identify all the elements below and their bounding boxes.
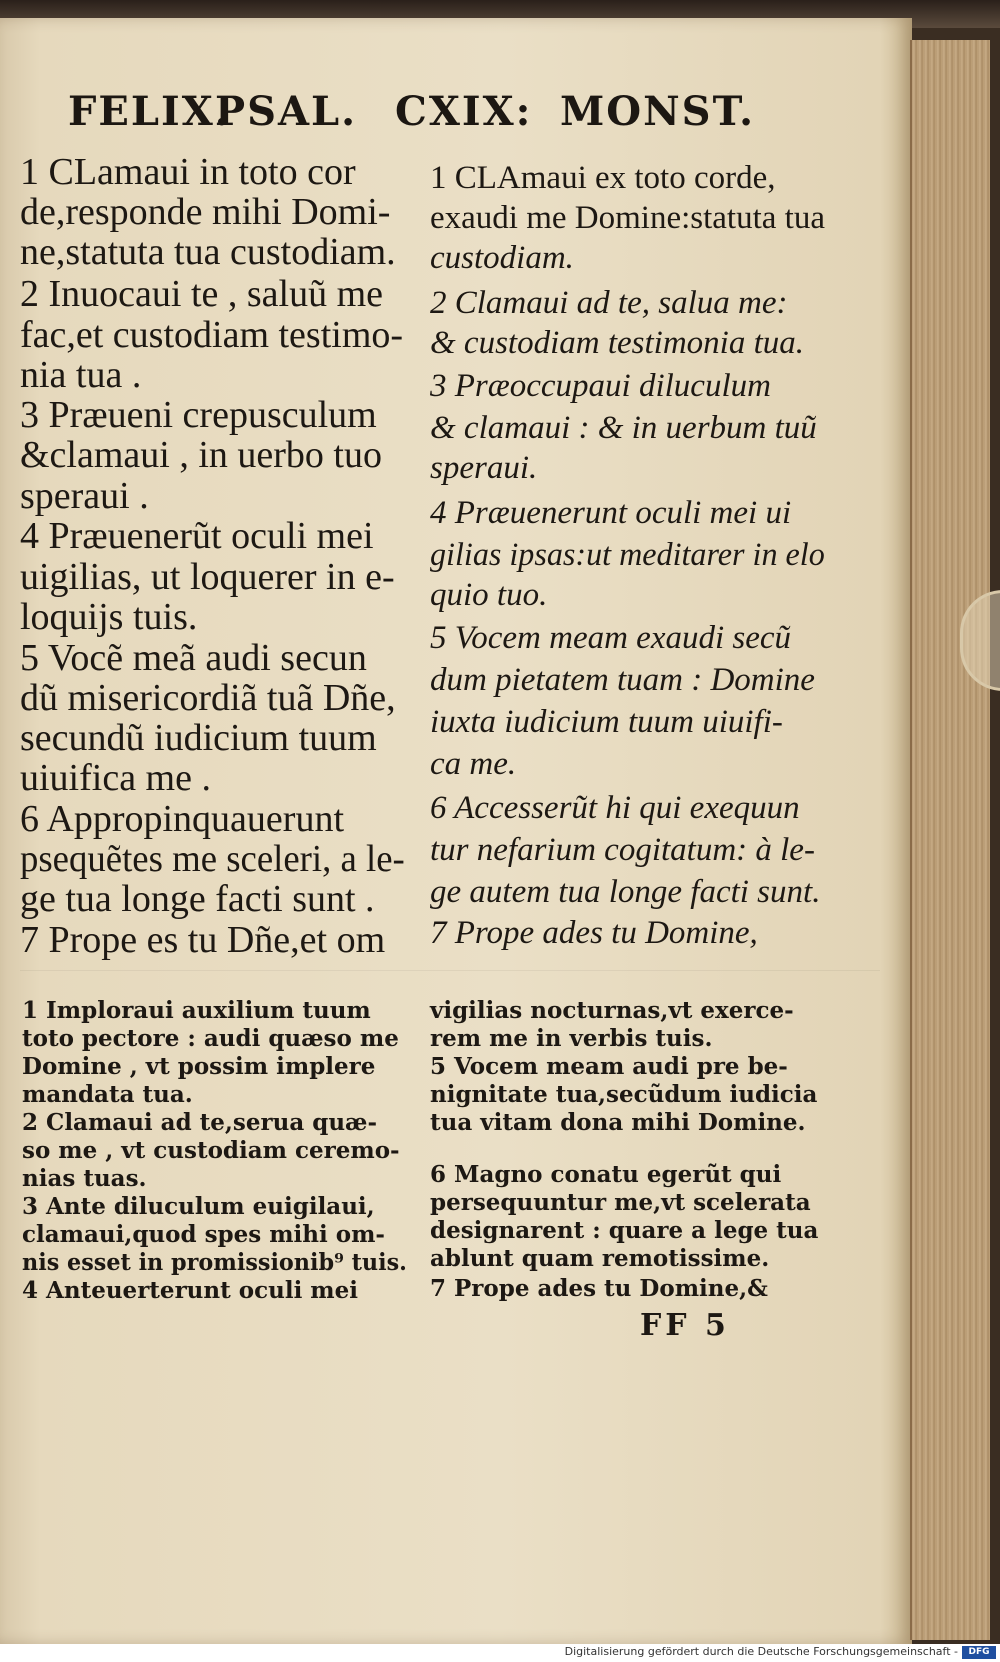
left-line: &clamaui , in uerbo tuo [20, 434, 382, 476]
header-felix: FELIX. [68, 88, 231, 135]
header-psal: PSAL. [215, 88, 358, 135]
footnote-line: 7 Prope ades tu Domine,& [430, 1275, 768, 1302]
left-line: fac,et custodiam testimo- [20, 314, 404, 356]
left-line: uigilias, ut loquerer in e- [20, 556, 395, 598]
right-line: 2 Clamaui ad te, salua me: [430, 285, 788, 321]
right-line: 5 Vocem meam exaudi secũ [430, 620, 792, 656]
right-line: 4 Præuenerunt oculi mei ui [430, 495, 792, 531]
footnote-line: nias tuas. [22, 1165, 147, 1192]
left-line: 1 CLamaui in toto cor [20, 151, 356, 193]
right-line: dum pietatem tuam : Domine [430, 662, 815, 698]
left-line: loquijs tuis. [20, 596, 198, 638]
left-line: psequẽtes me sceleri, a le- [20, 838, 405, 880]
footnote-line: 2 Clamaui ad te,serua quæ- [22, 1109, 378, 1136]
footnote-line: clamaui,quod spes mihi om- [22, 1221, 385, 1248]
running-header [0, 88, 912, 148]
right-line: speraui. [430, 450, 538, 486]
left-line: speraui . [20, 475, 149, 517]
right-line: custodiam. [430, 240, 574, 276]
page-edges [910, 40, 990, 1640]
right-line: 7 Prope ades tu Domine, [430, 915, 758, 951]
footnote-line: 4 Anteuerterunt oculi mei [22, 1277, 359, 1304]
right-line: iuxta iudicium tuum uiuifi- [430, 704, 783, 740]
footnote-line: toto pectore : audi quæso me [22, 1025, 399, 1052]
right-line: tur nefarium cogitatum: à le- [430, 832, 815, 868]
footnote-line: 5 Vocem meam audi pre be- [430, 1053, 788, 1080]
left-line: secundũ iudicium tuum [20, 717, 377, 759]
footnote-line: 1 Imploraui auxilium tuum [22, 997, 371, 1024]
footnote-line: Domine , vt possim implere [22, 1053, 376, 1080]
footnote-line: rem me in verbis tuis. [430, 1025, 713, 1052]
left-line: dũ misericordiã tuã Dñe, [20, 677, 396, 719]
left-line: ge tua longe facti sunt . [20, 878, 375, 920]
credit-text: Digitalisierung gefördert durch die Deutsche Forschungsgemeinschaft - [564, 1645, 958, 1658]
header-psalm-number: CXIX: [395, 88, 533, 135]
right-line: gilias ipsas:ut meditarer in elo [430, 537, 825, 573]
right-line: & clamaui : & in uerbum tuũ [430, 410, 817, 446]
footnote-line: tua vitam dona mihi Domine. [430, 1109, 806, 1136]
left-line: 5 Vocẽ meã audi secun [20, 637, 367, 679]
right-line: ge autem tua longe facti sunt. [430, 874, 821, 910]
right-line: 1 CLAmaui ex toto corde, [430, 160, 776, 196]
left-line: 7 Prope es tu Dñe,et om [20, 919, 386, 961]
footnote-line: nis esset in promissionib⁹ tuis. [22, 1249, 407, 1276]
signature-mark: FF 5 [640, 1308, 730, 1343]
footnote-line: so me , vt custodiam ceremo- [22, 1137, 400, 1164]
section-divider [20, 970, 880, 971]
footnote-line: designarent : quare a lege tua [430, 1217, 819, 1244]
header-monst: MONST. [560, 88, 756, 135]
left-line: ne,statuta tua custodiam. [20, 231, 396, 273]
footnote-line: mandata tua. [22, 1081, 193, 1108]
left-line: 4 Præuenerũt oculi mei [20, 515, 374, 557]
footnote-line: ablunt quam remotissime. [430, 1245, 770, 1272]
left-line: de,responde mihi Domi- [20, 191, 391, 233]
footnote-line: vigilias nocturnas,vt exerce- [430, 997, 794, 1024]
credit-bar [0, 1644, 1000, 1662]
right-line: 6 Accesserũt hi qui exequun [430, 790, 800, 826]
footnote-line: persequuntur me,vt scelerata [430, 1189, 811, 1216]
right-line: exaudi me Domine:statuta tua [430, 200, 825, 236]
left-line: 3 Præueni crepusculum [20, 394, 377, 436]
dfg-logo: DFG [962, 1646, 996, 1659]
right-line: ca me. [430, 746, 517, 782]
right-line: quio tuo. [430, 577, 548, 613]
right-line: 3 Præoccupaui diluculum [430, 368, 771, 404]
right-line: & custodiam testimonia tua. [430, 325, 804, 361]
footnote-line: 3 Ante diluculum euigilaui, [22, 1193, 375, 1220]
left-line: 6 Appropinquauerunt [20, 798, 345, 840]
left-line: 2 Inuocaui te , saluũ me [20, 273, 384, 315]
footnote-line: 6 Magno conatu egerũt qui [430, 1161, 782, 1188]
left-line: uiuifica me . [20, 757, 211, 799]
footnote-line: nignitate tua,secũdum iudicia [430, 1081, 818, 1108]
left-line: nia tua . [20, 354, 142, 396]
